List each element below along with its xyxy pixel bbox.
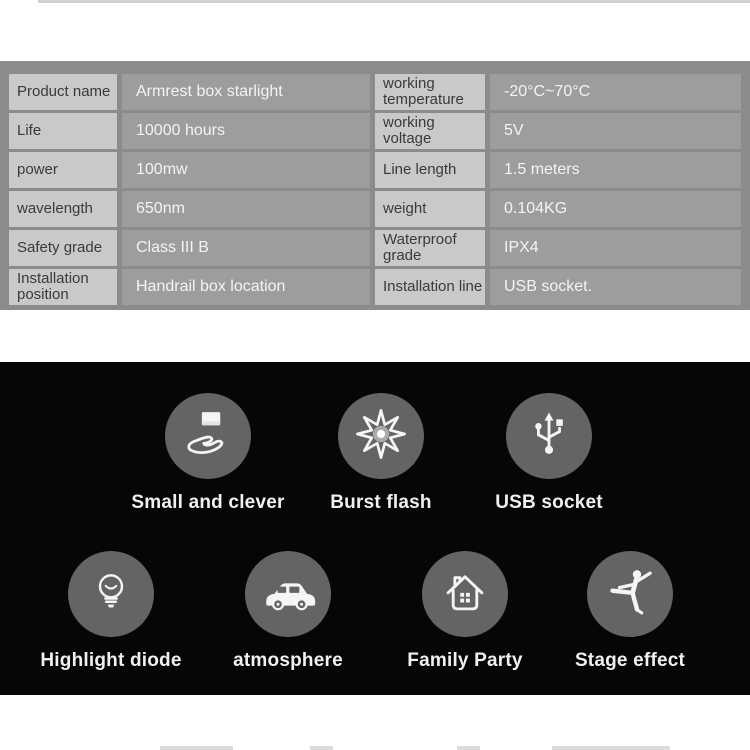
spec-value-installation-position: Handrail box location xyxy=(122,269,370,305)
bottom-crop-artifact xyxy=(457,746,480,750)
spec-label-weight: weight xyxy=(375,191,485,227)
feature-family-party xyxy=(380,551,550,672)
house-icon xyxy=(438,565,492,624)
feature-circle xyxy=(338,393,424,479)
spec-label-safety-grade: Safety grade xyxy=(9,230,117,266)
bottom-crop-artifact xyxy=(552,746,670,750)
spec-label-power: power xyxy=(9,152,117,188)
spec-value-installation-line: USB socket. xyxy=(490,269,741,305)
feature-label: Highlight diode xyxy=(40,650,182,671)
feature-label: Burst flash xyxy=(330,492,432,513)
car-icon xyxy=(259,563,317,626)
bottom-crop-artifact xyxy=(310,746,333,750)
spec-label-life: Life xyxy=(9,113,117,149)
feature-label: Family Party xyxy=(407,650,523,671)
spec-value-line-length: 1.5 meters xyxy=(490,152,741,188)
feature-label: Stage effect xyxy=(574,650,686,671)
spec-label-wavelength: wavelength xyxy=(9,191,117,227)
dancer-icon xyxy=(602,564,658,625)
light-bulb-icon xyxy=(85,566,137,623)
bottom-crop-artifact xyxy=(160,746,233,750)
spec-value-power: 100mw xyxy=(122,152,370,188)
feature-label: Small and clever xyxy=(131,492,285,513)
feature-label: USB socket xyxy=(495,492,603,513)
feature-usb-socket xyxy=(464,393,634,514)
spec-label-working-temperature: working temperature xyxy=(375,74,485,110)
spec-label-waterproof-grade: Waterproof grade xyxy=(375,230,485,266)
spec-label-installation-line: Installation line xyxy=(375,269,485,305)
spec-value-weight: 0.104KG xyxy=(490,191,741,227)
spec-label-working-voltage: working voltage xyxy=(375,113,485,149)
feature-atmosphere xyxy=(203,551,373,672)
spec-label-product-name: Product name xyxy=(9,74,117,110)
spec-value-life: 10000 hours xyxy=(122,113,370,149)
spec-value-working-voltage: 5V xyxy=(490,113,741,149)
spec-label-line-length: Line length xyxy=(375,152,485,188)
spec-value-safety-grade: Class III B xyxy=(122,230,370,266)
spec-value-working-temperature: -20°C~70°C xyxy=(490,74,741,110)
spec-table xyxy=(0,61,750,310)
feature-panel xyxy=(0,362,750,695)
feature-circle xyxy=(422,551,508,637)
feature-circle xyxy=(587,551,673,637)
spec-value-wavelength: 650nm xyxy=(122,191,370,227)
burst-flash-icon xyxy=(352,405,410,468)
feature-circle xyxy=(68,551,154,637)
spec-value-product-name: Armrest box starlight xyxy=(122,74,370,110)
feature-stage-effect xyxy=(545,551,715,672)
feature-small-and-clever xyxy=(123,393,293,514)
feature-highlight-diode xyxy=(26,551,196,672)
spec-label-installation-position: Installation position xyxy=(9,269,117,305)
hand-holding-box-icon xyxy=(180,406,236,467)
top-edge-strip xyxy=(38,0,750,3)
feature-burst-flash xyxy=(296,393,466,514)
usb-plug-icon xyxy=(523,408,575,465)
feature-circle xyxy=(165,393,251,479)
feature-label: atmosphere xyxy=(233,650,343,671)
feature-circle xyxy=(506,393,592,479)
feature-circle xyxy=(245,551,331,637)
spec-value-waterproof-grade: IPX4 xyxy=(490,230,741,266)
